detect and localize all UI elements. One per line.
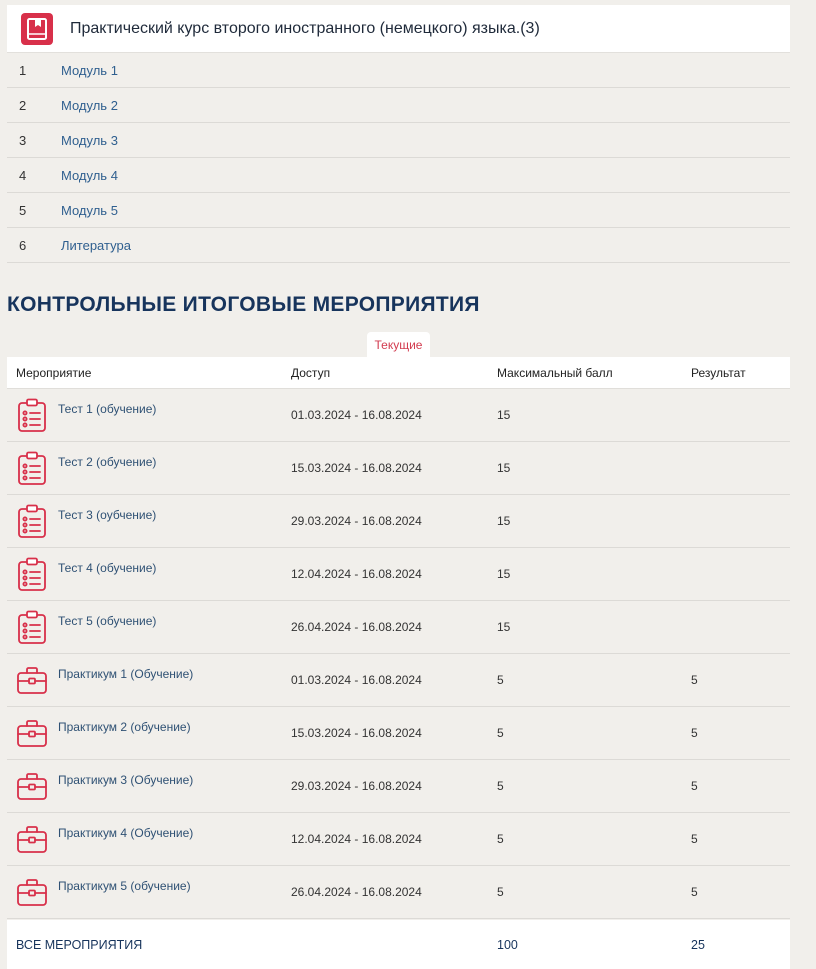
event-name-cell xyxy=(7,769,291,803)
module-number: 1 xyxy=(19,62,27,78)
module-link[interactable]: Модуль 2 xyxy=(61,97,118,113)
table-row xyxy=(7,813,790,866)
event-link[interactable]: Тест 2 (обучение) xyxy=(58,455,157,469)
table-row xyxy=(7,442,790,495)
total-result: 25 xyxy=(691,937,705,952)
header-access[interactable]: Доступ xyxy=(291,365,331,380)
event-link[interactable]: Практикум 5 (обучение) xyxy=(58,879,191,893)
clipboard-list-icon xyxy=(16,610,48,644)
module-row xyxy=(7,228,790,263)
event-result: 5 xyxy=(691,832,698,846)
event-max-score: 5 xyxy=(497,673,504,687)
event-name-cell xyxy=(7,663,291,697)
briefcase-icon xyxy=(16,716,48,750)
event-link[interactable]: Практикум 4 (Обучение) xyxy=(58,826,194,840)
table-row xyxy=(7,495,790,548)
event-name-cell xyxy=(7,875,291,909)
event-max-score: 15 xyxy=(497,514,511,528)
event-link[interactable]: Практикум 3 (Обучение) xyxy=(58,773,194,787)
event-access: 12.04.2024 - 16.08.2024 xyxy=(291,832,422,846)
events-table xyxy=(7,357,790,969)
event-name-cell xyxy=(7,822,291,856)
course-block xyxy=(7,5,790,263)
module-link[interactable]: Модуль 5 xyxy=(61,202,118,218)
module-number: 5 xyxy=(19,202,27,218)
module-row xyxy=(7,88,790,123)
event-link[interactable]: Тест 4 (обучение) xyxy=(58,561,157,575)
briefcase-icon xyxy=(16,769,48,803)
clipboard-list-icon xyxy=(16,504,48,538)
table-row xyxy=(7,866,790,919)
event-access: 01.03.2024 - 16.08.2024 xyxy=(291,408,422,422)
event-access: 12.04.2024 - 16.08.2024 xyxy=(291,567,422,581)
course-header xyxy=(7,5,790,53)
header-result[interactable]: Результат xyxy=(691,365,746,380)
table-total xyxy=(7,920,790,969)
event-link[interactable]: Тест 1 (обучение) xyxy=(58,402,157,416)
briefcase-icon xyxy=(16,663,48,697)
module-list xyxy=(7,53,790,263)
event-access: 15.03.2024 - 16.08.2024 xyxy=(291,726,422,740)
module-link[interactable]: Модуль 3 xyxy=(61,132,118,148)
event-rows xyxy=(7,389,790,919)
event-name-cell xyxy=(7,716,291,750)
event-max-score: 5 xyxy=(497,779,504,793)
total-max: 100 xyxy=(497,937,518,952)
event-name-cell xyxy=(7,557,291,591)
clipboard-list-icon xyxy=(16,451,48,485)
event-link[interactable]: Практикум 2 (обучение) xyxy=(58,720,191,734)
event-access: 26.04.2024 - 16.08.2024 xyxy=(291,885,422,899)
table-row xyxy=(7,760,790,813)
module-row xyxy=(7,123,790,158)
table-row xyxy=(7,707,790,760)
event-max-score: 5 xyxy=(497,885,504,899)
table-row xyxy=(7,389,790,442)
module-link[interactable]: Модуль 4 xyxy=(61,167,118,183)
event-access: 15.03.2024 - 16.08.2024 xyxy=(291,461,422,475)
event-result: 5 xyxy=(691,885,698,899)
module-row xyxy=(7,193,790,228)
briefcase-icon xyxy=(16,822,48,856)
event-link[interactable]: Практикум 1 (Обучение) xyxy=(58,667,194,681)
table-header xyxy=(7,357,790,389)
header-name[interactable]: Мероприятие xyxy=(16,365,92,380)
module-number: 2 xyxy=(19,97,27,113)
section-title: КОНТРОЛЬНЫЕ ИТОГОВЫЕ МЕРОПРИЯТИЯ xyxy=(7,293,480,316)
module-row xyxy=(7,53,790,88)
event-max-score: 15 xyxy=(497,461,511,475)
event-max-score: 15 xyxy=(497,620,511,634)
table-row xyxy=(7,654,790,707)
event-link[interactable]: Тест 5 (обучение) xyxy=(58,614,157,628)
table-row xyxy=(7,548,790,601)
event-access: 29.03.2024 - 16.08.2024 xyxy=(291,514,422,528)
module-number: 3 xyxy=(19,132,27,148)
module-row xyxy=(7,158,790,193)
module-link[interactable]: Литература xyxy=(61,237,131,253)
event-max-score: 5 xyxy=(497,726,504,740)
event-max-score: 15 xyxy=(497,567,511,581)
event-result: 5 xyxy=(691,779,698,793)
module-link[interactable]: Модуль 1 xyxy=(61,62,118,78)
clipboard-list-icon xyxy=(16,557,48,591)
event-name-cell xyxy=(7,451,291,485)
total-label: ВСЕ МЕРОПРИЯТИЯ xyxy=(16,937,143,952)
event-name-cell xyxy=(7,398,291,432)
module-number: 6 xyxy=(19,237,27,253)
module-number: 4 xyxy=(19,167,27,183)
header-max[interactable]: Максимальный балл xyxy=(497,365,613,380)
briefcase-icon xyxy=(16,875,48,909)
event-name-cell xyxy=(7,504,291,538)
table-row xyxy=(7,601,790,654)
event-name-cell xyxy=(7,610,291,644)
event-max-score: 15 xyxy=(497,408,511,422)
event-access: 01.03.2024 - 16.08.2024 xyxy=(291,673,422,687)
event-link[interactable]: Тест 3 (оубчение) xyxy=(58,508,157,522)
event-max-score: 5 xyxy=(497,832,504,846)
course-title[interactable]: Практический курс второго иностранного (немецкого) языка.(3) xyxy=(70,19,540,37)
event-access: 29.03.2024 - 16.08.2024 xyxy=(291,779,422,793)
event-result: 5 xyxy=(691,673,698,687)
event-result: 5 xyxy=(691,726,698,740)
book-icon xyxy=(20,12,54,46)
clipboard-list-icon xyxy=(16,398,48,432)
event-access: 26.04.2024 - 16.08.2024 xyxy=(291,620,422,634)
tab-current[interactable]: Текущие xyxy=(367,332,430,357)
